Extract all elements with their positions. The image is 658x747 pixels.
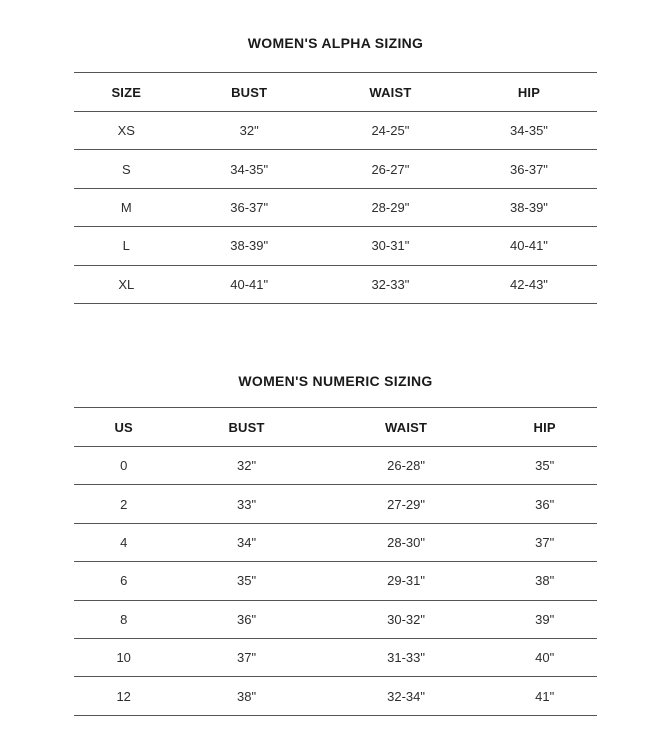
us-cell: 6 <box>120 573 128 589</box>
header-cell-hip: HIP <box>533 419 556 435</box>
size-cell: L <box>122 238 130 254</box>
hip-cell: 40-41" <box>510 238 548 254</box>
bust-cell: 34-35" <box>230 161 269 177</box>
header-cell-waist: WAIST <box>385 419 428 435</box>
hip-cell: 40" <box>535 650 555 666</box>
table-row-m <box>74 189 597 227</box>
header-cell-bust: BUST <box>231 84 268 100</box>
hip-cell: 41" <box>535 688 555 704</box>
table-row-6 <box>74 562 597 600</box>
table-row-0 <box>74 447 597 485</box>
us-cell: 4 <box>120 534 128 550</box>
table-row-xs <box>74 112 597 150</box>
numeric-sizing-table <box>74 407 597 716</box>
waist-cell: 29-31" <box>387 573 426 589</box>
numeric-sizing-title: WOMEN'S NUMERIC SIZING <box>238 373 433 389</box>
header-cell-hip: HIP <box>517 84 541 100</box>
us-cell: 8 <box>120 611 128 627</box>
hip-cell: 36" <box>535 496 555 512</box>
bust-cell: 38" <box>237 688 257 704</box>
bust-cell: 33" <box>237 496 257 512</box>
header-cell-bust: BUST <box>228 419 265 435</box>
hip-cell: 38" <box>535 573 555 589</box>
waist-cell: 32-33" <box>371 276 410 292</box>
table-row-xl <box>74 266 597 304</box>
hip-cell: 42-43" <box>510 276 548 292</box>
hip-cell: 39" <box>535 611 555 627</box>
waist-cell: 26-27" <box>371 161 410 177</box>
table-row-s <box>74 150 597 188</box>
bust-cell: 38-39" <box>230 238 269 254</box>
us-cell: 10 <box>116 650 131 666</box>
size-cell: XS <box>117 123 135 139</box>
size-cell: XL <box>118 276 135 292</box>
table-row-10 <box>74 639 597 677</box>
header-cell-us: US <box>114 419 133 435</box>
us-cell: 0 <box>120 458 128 474</box>
bust-cell: 40-41" <box>230 276 269 292</box>
table-row-12 <box>74 677 597 715</box>
hip-cell: 37" <box>535 534 555 550</box>
table-row-l <box>74 227 597 265</box>
size-cell: M <box>120 199 132 215</box>
table-row-2 <box>74 485 597 523</box>
waist-cell: 30-31" <box>371 238 410 254</box>
bust-cell: 34" <box>237 534 257 550</box>
bust-cell: 32" <box>237 458 257 474</box>
waist-cell: 28-30" <box>387 534 426 550</box>
us-cell: 12 <box>116 688 131 704</box>
bust-cell: 32" <box>239 123 259 139</box>
alpha-header-row <box>74 73 597 112</box>
waist-cell: 32-34" <box>387 688 426 704</box>
header-cell-size: SIZE <box>111 84 142 100</box>
alpha-sizing-title: WOMEN'S ALPHA SIZING <box>247 35 424 51</box>
table-row-4 <box>74 524 597 562</box>
waist-cell: 26-28" <box>387 458 426 474</box>
hip-cell: 38-39" <box>510 199 548 215</box>
header-cell-waist: WAIST <box>369 84 412 100</box>
waist-cell: 31-33" <box>387 650 426 666</box>
waist-cell: 24-25" <box>371 123 410 139</box>
bust-cell: 36-37" <box>230 199 269 215</box>
waist-cell: 27-29" <box>387 496 426 512</box>
bust-cell: 36" <box>237 611 257 627</box>
bust-cell: 35" <box>237 573 257 589</box>
hip-cell: 34-35" <box>510 123 548 139</box>
hip-cell: 35" <box>535 458 555 474</box>
numeric-header-row <box>74 408 597 447</box>
us-cell: 2 <box>120 496 128 512</box>
alpha-sizing-table <box>74 72 597 304</box>
bust-cell: 37" <box>237 650 257 666</box>
hip-cell: 36-37" <box>510 161 548 177</box>
size-cell: S <box>121 161 131 177</box>
waist-cell: 28-29" <box>371 199 410 215</box>
waist-cell: 30-32" <box>387 611 426 627</box>
table-row-8 <box>74 601 597 639</box>
numeric-sizing-section <box>74 373 597 716</box>
alpha-sizing-section <box>74 35 597 304</box>
